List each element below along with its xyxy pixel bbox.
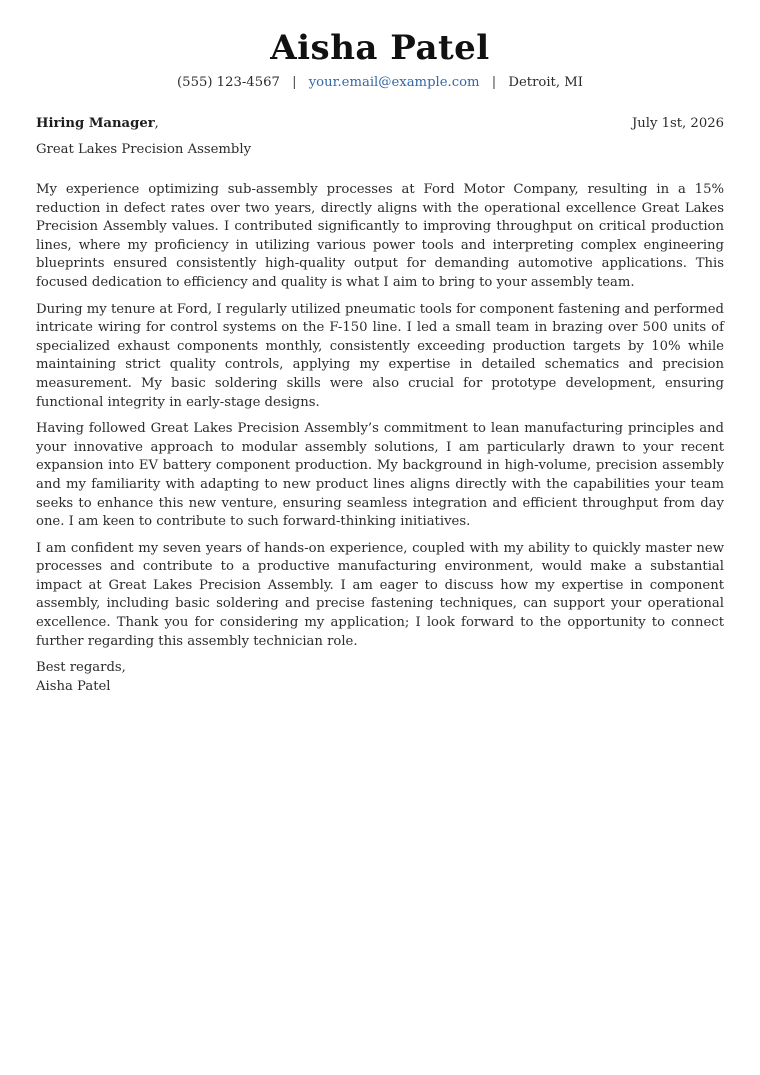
letter-closing bbox=[36, 659, 724, 696]
recipient-date-row bbox=[36, 115, 724, 133]
letter-body bbox=[36, 181, 724, 651]
location: Detroit, MI bbox=[508, 75, 583, 90]
closing-signature: Aisha Patel bbox=[36, 678, 111, 694]
applicant-name: Aisha Patel bbox=[270, 28, 490, 68]
recipient-name: Hiring Manager bbox=[36, 116, 155, 131]
contact-separator: | bbox=[292, 75, 297, 90]
body-paragraph: During my tenure at Ford, I regularly utilized pneumatic tools for component fastening and performed intricate wiring for control systems on the F-150 line. I led a small team in brazing over 500 units of specialized exhaust components monthly, consistently exceeding production targets by 10% while maintaining strict quality controls, applying my expertise in detailed schematics and precision measurement. My basic soldering skills were also crucial for prototype development, ensuring functional integrity in early-stage designs. bbox=[36, 301, 724, 410]
recipient-line bbox=[36, 115, 159, 133]
phone-number: (555) 123-4567 bbox=[177, 75, 280, 90]
contact-line bbox=[36, 74, 724, 92]
letter-date: July 1st, 2026 bbox=[631, 116, 724, 131]
closing-salutation: Best regards, bbox=[36, 660, 126, 676]
body-paragraph: Having followed Great Lakes Precision Assembly’s commitment to lean manufacturing principles and your innovative approach to modular assembly solutions, I am particularly drawn to your recent expansion into EV battery component production. My background in high-volume, precision assembly and my familiarity with adapting to new product lines aligns directly with the capabilities your team seeks to enhance this new venture, ensuring seamless integration and efficient throughput from day one. I am keen to contribute to such forward-thinking initiatives. bbox=[36, 421, 724, 530]
email-link[interactable]: your.email@example.com bbox=[308, 75, 480, 90]
body-paragraph: My experience optimizing sub-assembly processes at Ford Motor Company, resulting in a 15% reduction in defect rates over two years, directly aligns with the operational excellence Great Lakes Precision Assembly values. I contributed significantly to improving throughput on critical production lines, where my proficiency in utilizing various power tools and interpreting complex engineering blueprints ensured consistently high-quality output for demanding automotive applications. This focused dedication to efficiency and quality is what I aim to bring to your assembly team. bbox=[36, 182, 724, 290]
contact-separator: | bbox=[491, 75, 497, 90]
body-paragraph: I am confident my seven years of hands-on experience, coupled with my ability to quickly master new processes and contribute to a productive manufacturing environment, would make a substantial impact at Great Lakes Precision Assembly. I am eager to discuss how my expertise in component assembly, including basic soldering and precise fastening techniques, can support your operational excellence. Thank you for considering my application; I look forward to the opportunity to connect further regarding this assembly technician role. bbox=[36, 540, 724, 649]
recipient-company: Great Lakes Precision Assembly bbox=[36, 142, 252, 157]
recipient-comma: , bbox=[154, 116, 159, 131]
cover-letter-page bbox=[36, 28, 724, 696]
